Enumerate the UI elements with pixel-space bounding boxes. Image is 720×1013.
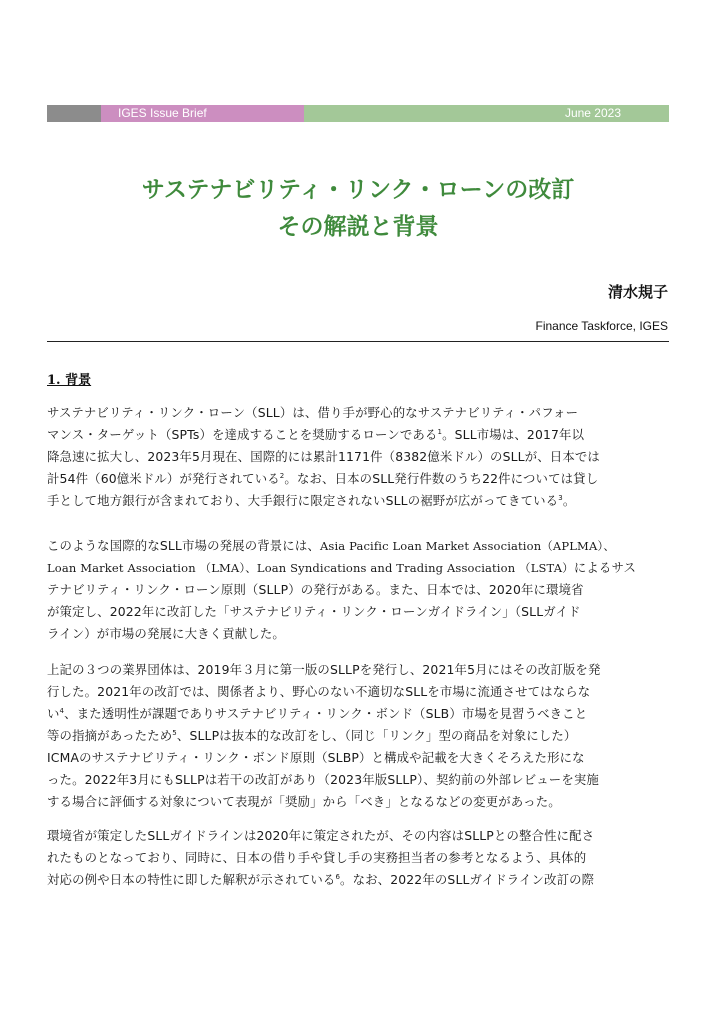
document-title	[47, 172, 669, 246]
author-name: 清水規子	[607, 283, 668, 301]
section-heading: 1. 背景	[47, 373, 92, 388]
paragraph-1	[47, 402, 673, 512]
paragraph-line: マンス・ターゲット（SPTs）を達成することを奨励するローンである$^1$。SLL市場は、2017年以	[47, 427, 585, 442]
title-line-1: サステナビリティ・リンク・ローンの改訂	[141, 177, 575, 203]
paragraph-line: が策定し、2022年に改訂した「サステナビリティ・リンク・ローンガイドライン」（SLLガイド	[47, 604, 581, 619]
paragraph-line: った。2022年3月にもSLLPは若干の改訂があり（2023年版SLLP）、契約前の外部レビューを実施	[47, 772, 599, 787]
publication-date: June 2023	[304, 105, 669, 122]
paragraph-line: 行した。2021年の改訂では、関係者より、野心のない不適切なSLLを市場に流通させてはならな	[47, 684, 591, 699]
paragraph-line: い$^4$、また透明性が課題でありサステナビリティ・リンク・ボンド（SLB）市場を見習うべきこと	[47, 706, 588, 721]
paragraph-line: 降急速に拡大し、2023年5月現在、国際的には累計1171件（8382億米ドル）のSLLが、日本では	[47, 449, 600, 464]
paragraph-2	[47, 535, 673, 645]
paragraph-line: 等の指摘があったため$^5$、SLLPは抜本的な改訂をし、（同じ「リンク」型の商品を対象にした）	[47, 728, 577, 743]
paragraph-line: Loan Market Association （LMA）、Loan Syndications and Trading Association （LSTA）によるサス	[47, 560, 637, 575]
paragraph-line: サステナビリティ・リンク・ローン（SLL）は、借り手が野心的なサステナビリティ・パフォー	[47, 405, 579, 420]
paragraph-line: れたものとなっており、同時に、日本の借り手や貸し手の実務担当者の参考となるよう、具体的	[47, 850, 587, 865]
footnote-ref: 6	[335, 873, 341, 881]
paragraph-line: 手として地方銀行が含まれており、大手銀行に限定されないSLLの裾野が広がってきている$^3$。	[47, 493, 576, 508]
series-label: IGES Issue Brief	[101, 105, 304, 122]
author-affiliation: Finance Taskforce, IGES	[535, 319, 668, 333]
paragraph-line: このような国際的なSLL市場の発展の背景には、Asia Pacific Loan Market Association（APLMA）、	[47, 538, 615, 553]
paragraph-4	[47, 825, 673, 891]
footnote-ref: 4	[59, 707, 65, 715]
paragraph-line: ライン）が市場の発展に大きく貢献した。	[47, 626, 285, 641]
paragraph-line: 計54件（60億米ドル）が発行されている$^2$。なお、日本のSLL発行件数のうち22件については貸し	[47, 471, 599, 486]
header-divider	[47, 341, 669, 342]
paragraph-3	[47, 659, 673, 813]
header-bar	[47, 105, 669, 122]
footnote-ref: 3	[558, 494, 563, 502]
paragraph-line: する場合に評価する対象について表現が「奨励」から「べき」となるなどの変更があった。	[47, 794, 561, 809]
title-line-2: その解説と背景	[277, 214, 439, 240]
paragraph-line: 対応の例や日本の特性に即した解釈が示されている$^6$。なお、2022年のSLLガイドライン改訂の際	[47, 872, 595, 887]
paragraph-line: 上記の３つの業界団体は、2019年３月に第一版のSLLPを発行し、2021年5月にはその改訂版を発	[47, 662, 601, 677]
paragraph-line: 環境省が策定したSLLガイドラインは2020年に策定されたが、その内容はSLLPとの整合性に配さ	[47, 828, 595, 843]
header-bar-gray-segment	[47, 105, 101, 122]
footnote-ref: 1	[437, 428, 443, 436]
footnote-ref: 2	[279, 472, 285, 480]
footnote-ref: 5	[172, 729, 177, 737]
paragraph-line: ICMAのサステナビリティ・リンク・ボンド原則（SLBP）と構成や記載を大きくそろえた形にな	[47, 750, 585, 765]
paragraph-line: テナビリティ・リンク・ローン原則（SLLP）の発行がある。また、日本では、2020年に環境省	[47, 582, 584, 597]
